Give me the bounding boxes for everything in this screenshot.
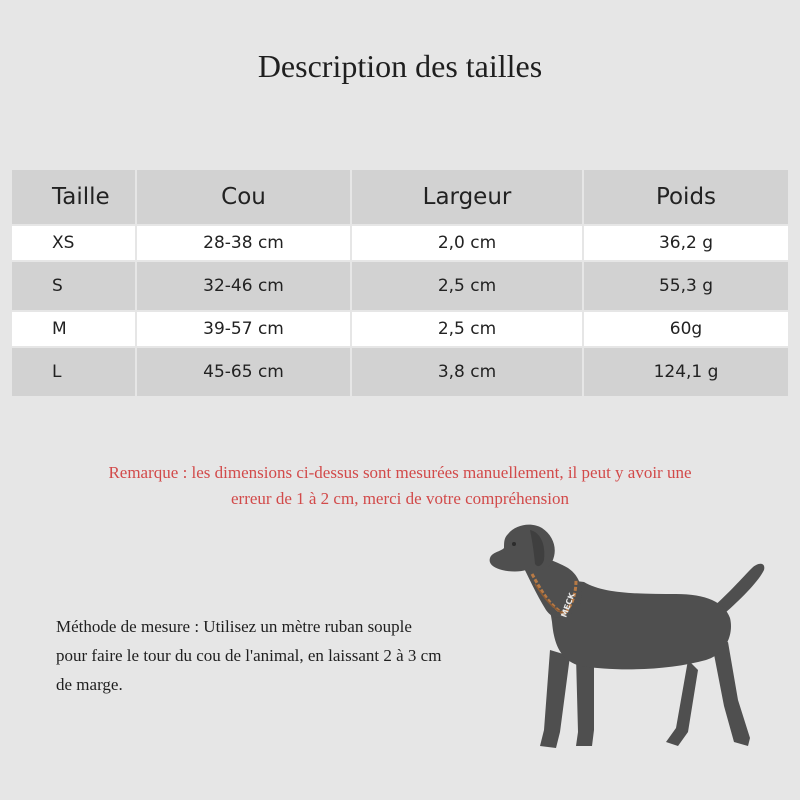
cell-cou: 45-65 cm <box>136 347 351 397</box>
table-row <box>11 311 789 347</box>
cell-cou: 39-57 cm <box>136 311 351 347</box>
table-row <box>11 347 789 397</box>
header-cou: Cou <box>136 169 351 225</box>
collar-text: MECK <box>559 591 577 619</box>
method-line: pour faire le tour du cou de l'animal, en laissant 2 à 3 cm <box>56 646 442 665</box>
header-largeur: Largeur <box>351 169 583 225</box>
method-line: de marge. <box>56 675 123 694</box>
page-title: Description des tailles <box>257 48 543 84</box>
cell-taille: XS <box>11 225 136 261</box>
cell-poids: 55,3 g <box>583 261 789 311</box>
table-row <box>11 225 789 261</box>
remark-line: Remarque : les dimensions ci-dessus sont mesurées manuellement, il peut y avoir une <box>108 463 692 482</box>
cell-poids: 60g <box>583 311 789 347</box>
size-table <box>10 168 790 398</box>
method-line: Méthode de mesure : Utilisez un mètre ruban souple <box>56 617 412 636</box>
cell-largeur: 2,5 cm <box>351 311 583 347</box>
table-row <box>11 261 789 311</box>
cell-taille: L <box>11 347 136 397</box>
cell-poids: 36,2 g <box>583 225 789 261</box>
dog-illustration <box>480 510 780 770</box>
header-poids: Poids <box>583 169 789 225</box>
cell-largeur: 2,5 cm <box>351 261 583 311</box>
cell-cou: 32-46 cm <box>136 261 351 311</box>
dog-silhouette-icon <box>490 525 765 748</box>
cell-taille: S <box>11 261 136 311</box>
measurement-method <box>56 612 546 699</box>
header-taille: Taille <box>11 169 136 225</box>
cell-taille: M <box>11 311 136 347</box>
cell-poids: 124,1 g <box>583 347 789 397</box>
eye-icon <box>512 542 516 546</box>
remark-line: erreur de 1 à 2 cm, merci de votre compréhension <box>231 489 569 508</box>
cell-cou: 28-38 cm <box>136 225 351 261</box>
table-header-row <box>11 169 789 225</box>
cell-largeur: 2,0 cm <box>351 225 583 261</box>
remark-note <box>20 460 780 512</box>
cell-largeur: 3,8 cm <box>351 347 583 397</box>
